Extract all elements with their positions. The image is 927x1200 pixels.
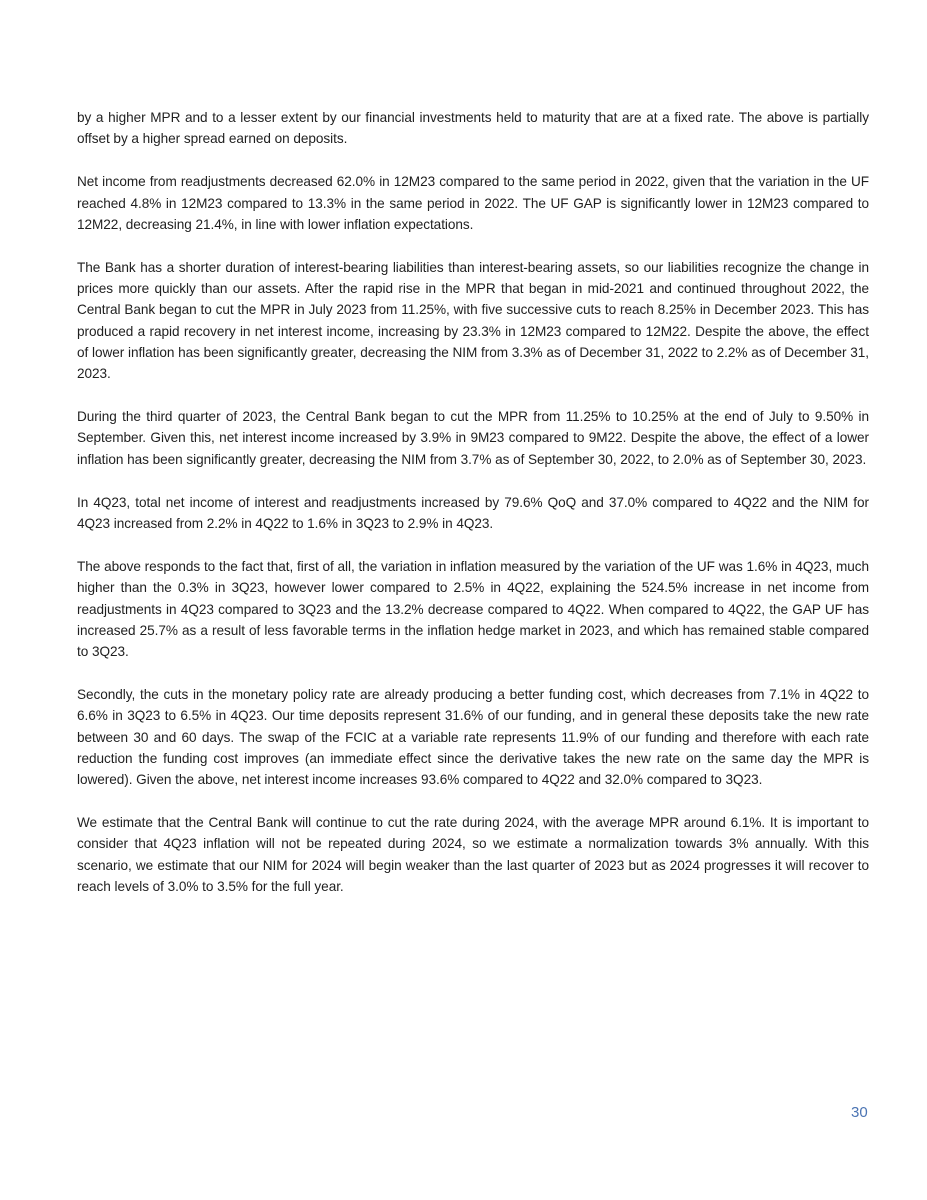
paragraph-third-quarter: During the third quarter of 2023, the Central Bank began to cut the MPR from 11.25% to 10.25% at the end of July to 9.50% in September. Given this, net interest income increased by 3.9% in 9M23 compared to 9M22. Despite the above, the effect of a lower inflation has been significantly greater, decreasing the NIM from 3.7% as of September 30, 2022, to 2.0% as of September 30, 2023. bbox=[77, 409, 869, 467]
body-text bbox=[77, 107, 869, 919]
paragraph-readjustments: Net income from readjustments decreased 62.0% in 12M23 compared to the same period in 2022, given that the variation in the UF reached 4.8% in 12M23 compared to 13.3% in the same period in 2022. The UF GAP is significantly lower in 12M23 compared to 12M22, decreasing 21.4%, in line with lower inflation expectations. bbox=[77, 174, 869, 232]
paragraph-duration: The Bank has a shorter duration of interest-bearing liabilities than interest-bearing assets, so our liabilities recognize the change in prices more quickly than our assets. After the rapid rise in the MPR that began in mid-2021 and continued throughout 2022, the Central Bank began to cut the MPR in July 2023 from 11.25%, with five successive cuts to reach 8.25% in December 2023. This has produced a rapid recovery in net interest income, increasing by 23.3% in 12M23 compared to 12M22. Despite the above, the effect of lower inflation has been significantly greater, decreasing the NIM from 3.3% as of December 31, 2022 to 2.2% as of December 31, 2023. bbox=[77, 260, 869, 382]
paragraph-mpr-continuation: by a higher MPR and to a lesser extent by our financial investments held to maturity that are at a fixed rate. The above is partially offset by a higher spread earned on deposits. bbox=[77, 110, 869, 147]
page-number: 30 bbox=[851, 1104, 868, 1121]
paragraph-funding-cost: Secondly, the cuts in the monetary policy rate are already producing a better funding cost, which decreases from 7.1% in 4Q22 to 6.6% in 3Q23 to 6.5% in 4Q23. Our time deposits represent 31.6% of our funding, and in general these deposits take the new rate between 30 and 60 days. The swap of the FCIC at a variable rate represents 11.9% of our funding and therefore with each rate reduction the funding cost improves (an immediate effect since the derivative takes the new rate on the same day the MPR is lowered). Given the above, net interest income increases 93.6% compared to 4Q22 and 32.0% compared to 3Q23. bbox=[77, 687, 869, 788]
paragraph-outlook-2024: We estimate that the Central Bank will continue to cut the rate during 2024, with the average MPR around 6.1%. It is important to consider that 4Q23 inflation will not be repeated during 2024, so we estimate a normalization towards 3% annually. With this scenario, we estimate that our NIM for 2024 will begin weaker than the last quarter of 2023 but as 2024 progresses it will recover to reach levels of 3.0% to 3.5% for the full year. bbox=[77, 815, 869, 894]
paragraph-inflation-variation: The above responds to the fact that, first of all, the variation in inflation measured by the variation of the UF was 1.6% in 4Q23, much higher than the 0.3% in 3Q23, however lower compared to 2.5% in 4Q22, explaining the 524.5% increase in net income from readjustments in 4Q23 compared to 3Q23 and the 13.2% decrease compared to 4Q22. When compared to 4Q22, the GAP UF has increased 25.7% as a result of less favorable terms in the inflation hedge market in 2023, and which has remained stable compared to 3Q23. bbox=[77, 559, 869, 660]
paragraph-4q23-income: In 4Q23, total net income of interest and readjustments increased by 79.6% QoQ and 37.0% compared to 4Q22 and the NIM for 4Q23 increased from 2.2% in 4Q22 to 1.6% in 3Q23 to 2.9% in 4Q23. bbox=[77, 494, 869, 532]
